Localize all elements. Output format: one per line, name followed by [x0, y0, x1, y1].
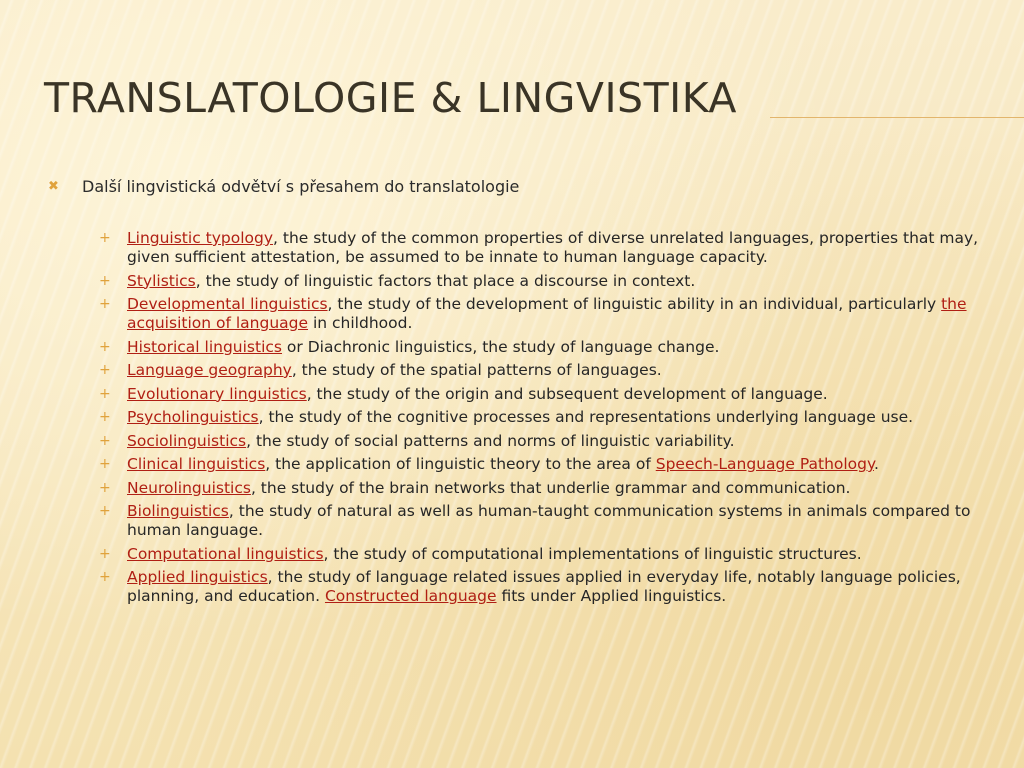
- hyperlink[interactable]: the acquisition of language: [127, 295, 967, 332]
- plus-icon: +: [99, 338, 111, 355]
- body-text: fits under Applied linguistics.: [496, 587, 727, 605]
- list-item-text: [127, 568, 994, 606]
- list-item: [99, 229, 994, 267]
- list-item-text: [127, 229, 994, 267]
- body-text: , the application of linguistic theory to the area of: [265, 455, 656, 473]
- level1-bullet-item: [48, 177, 984, 197]
- list-item-text: [127, 385, 994, 404]
- hyperlink[interactable]: Stylistics: [127, 271, 196, 290]
- list-item-text: [127, 432, 994, 451]
- list-item: [99, 272, 994, 291]
- plus-icon: +: [99, 456, 111, 472]
- body-text: , the study of language related issues applied in everyday life, notably language policies, planning, and education.: [127, 568, 961, 605]
- plus-icon: +: [99, 272, 111, 289]
- hyperlink[interactable]: Evolutionary linguistics: [127, 384, 307, 403]
- list-item-text: [127, 408, 994, 427]
- hyperlink[interactable]: Linguistic typology: [127, 229, 274, 247]
- body-text: , the study of the brain networks that underlie grammar and communication.: [250, 478, 851, 497]
- list-item-text: [127, 545, 994, 564]
- plus-icon: +: [99, 409, 111, 425]
- hyperlink[interactable]: Language geography: [127, 361, 292, 379]
- hyperlink[interactable]: Constructed language: [324, 587, 497, 605]
- body-text: in childhood.: [308, 314, 413, 332]
- plus-icon: +: [99, 296, 111, 312]
- list-item-text: [127, 295, 994, 333]
- list-item: [99, 295, 994, 333]
- list-item: [99, 455, 994, 474]
- list-item-text: [127, 479, 994, 498]
- hyperlink[interactable]: Historical linguistics: [127, 337, 282, 356]
- list-item: [99, 479, 994, 498]
- list-item-text: [127, 272, 994, 291]
- body-text: , the study of the development of linguistic ability in an individual, particularly: [327, 295, 942, 313]
- body-text: , the study of the origin and subsequent development of language.: [306, 384, 828, 403]
- hyperlink[interactable]: Sociolinguistics: [127, 431, 247, 450]
- hyperlink[interactable]: Biolinguistics: [127, 502, 229, 520]
- plus-icon: +: [99, 362, 111, 378]
- hyperlink[interactable]: Neurolinguistics: [127, 478, 251, 497]
- list-item-text: [127, 502, 994, 540]
- hyperlink[interactable]: Speech-Language Pathology: [655, 455, 874, 473]
- slide-title: TRANSLATOLOGIE & LINGVISTIKA: [44, 74, 737, 122]
- plus-icon: +: [99, 385, 111, 402]
- body-text: , the study of computational implementations of linguistic structures.: [323, 544, 862, 563]
- x-mark-icon: ✖: [48, 179, 59, 194]
- list-item: [99, 432, 994, 451]
- plus-icon: +: [99, 503, 111, 519]
- hyperlink[interactable]: Applied linguistics: [127, 568, 268, 586]
- list-item: [99, 408, 994, 427]
- plus-icon: +: [99, 545, 111, 562]
- plus-icon: +: [99, 230, 111, 246]
- hyperlink[interactable]: Computational linguistics: [127, 544, 324, 563]
- list-item: [99, 568, 994, 606]
- hyperlink[interactable]: Clinical linguistics: [127, 455, 266, 473]
- plus-icon: +: [99, 479, 111, 496]
- list-item: [99, 385, 994, 404]
- list-item: [99, 361, 994, 380]
- level1-text: Další lingvistická odvětví s přesahem do translatologie: [82, 177, 520, 196]
- list-item-text: [127, 455, 994, 474]
- list-item: [99, 545, 994, 564]
- plus-icon: +: [99, 569, 111, 585]
- body-text: , the study of linguistic factors that place a discourse in context.: [195, 271, 696, 290]
- body-text: , the study of social patterns and norms of linguistic variability.: [246, 431, 735, 450]
- body-text: , the study of natural as well as human-taught communication systems in animals compared to human language.: [127, 502, 971, 539]
- list-item: [99, 338, 994, 357]
- list-item-text: [127, 361, 994, 380]
- body-text: or Diachronic linguistics, the study of language change.: [282, 337, 720, 356]
- body-text: , the study of the cognitive processes and representations underlying language use.: [258, 408, 914, 426]
- subtopic-list: [99, 229, 994, 611]
- body-text: .: [873, 455, 879, 473]
- hyperlink[interactable]: Developmental linguistics: [127, 295, 328, 313]
- body-text: , the study of the spatial patterns of languages.: [291, 361, 662, 379]
- list-item-text: [127, 338, 994, 357]
- title-rule: [770, 117, 1024, 118]
- plus-icon: +: [99, 432, 111, 449]
- list-item: [99, 502, 994, 540]
- body-text: , the study of the common properties of diverse unrelated languages, properties that may, given sufficient attestation, be assumed to be innate to human language capacity.: [127, 229, 979, 266]
- hyperlink[interactable]: Psycholinguistics: [127, 408, 259, 426]
